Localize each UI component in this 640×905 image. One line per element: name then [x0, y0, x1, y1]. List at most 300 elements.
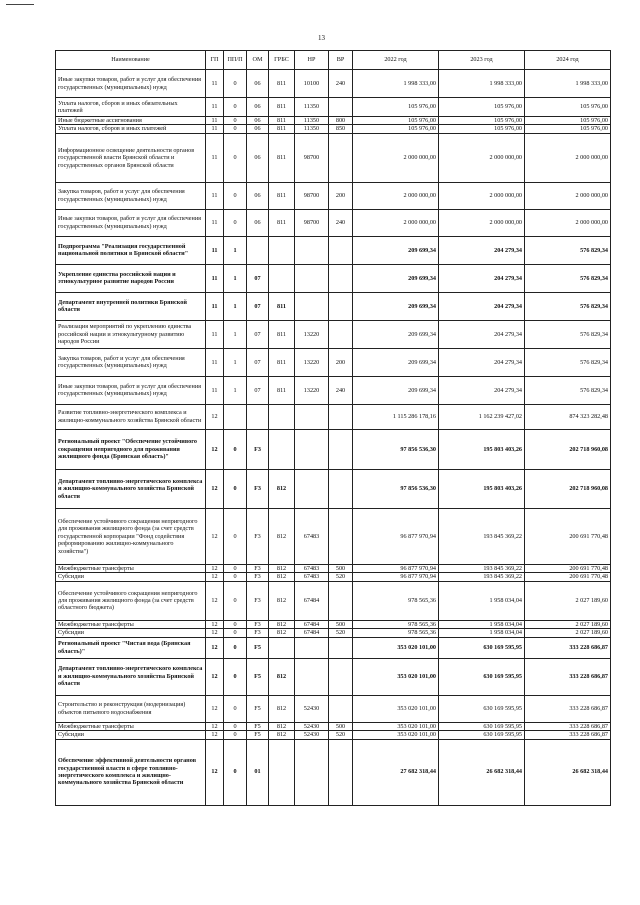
cell-y2023: 105 976,00	[439, 98, 525, 117]
cell-nr	[295, 469, 329, 508]
cell-pp: 0	[224, 658, 247, 695]
cell-name: Региональный проект "Обеспечение устойчивого сокращения непригодного для проживания жилищного фонда (Брянская область)"	[56, 429, 206, 469]
cell-om: F3	[247, 564, 269, 572]
cell-y2023: 204 279,34	[439, 376, 525, 404]
cell-nr: 11350	[295, 117, 329, 125]
cell-name: Субсидии	[56, 629, 206, 637]
cell-y2024: 576 829,34	[525, 348, 611, 376]
table-row	[56, 695, 611, 722]
cell-y2024: 105 976,00	[525, 98, 611, 117]
cell-y2024: 333 228 686,87	[525, 731, 611, 739]
top-left-rule	[6, 4, 34, 5]
cell-om: 06	[247, 182, 269, 209]
cell-pp: 0	[224, 98, 247, 117]
cell-y2023: 2 000 000,00	[439, 209, 525, 236]
cell-grbs	[269, 739, 295, 805]
cell-gp: 12	[206, 739, 224, 805]
cell-grbs: 811	[269, 292, 295, 320]
cell-nr	[295, 739, 329, 805]
table-row	[56, 620, 611, 628]
cell-vr	[329, 637, 353, 658]
cell-y2022: 2 000 000,00	[353, 182, 439, 209]
cell-nr: 52430	[295, 722, 329, 730]
cell-om: 06	[247, 117, 269, 125]
cell-y2022: 105 976,00	[353, 98, 439, 117]
table-row	[56, 125, 611, 133]
cell-y2022: 105 976,00	[353, 117, 439, 125]
cell-vr: 200	[329, 348, 353, 376]
cell-gp: 11	[206, 117, 224, 125]
cell-pp: 1	[224, 376, 247, 404]
table-row	[56, 469, 611, 508]
cell-name: Закупка товаров, работ и услуг для обеспечения государственных (муниципальных) нужд	[56, 182, 206, 209]
cell-y2024: 105 976,00	[525, 125, 611, 133]
cell-vr: 240	[329, 70, 353, 98]
cell-vr: 240	[329, 209, 353, 236]
cell-y2022: 97 856 536,30	[353, 429, 439, 469]
cell-y2023: 204 279,34	[439, 320, 525, 348]
cell-name: Департамент топливно-энергетического комплекса и жилищно-коммунального хозяйства Брянской области	[56, 469, 206, 508]
cell-om: 07	[247, 348, 269, 376]
cell-nr: 98700	[295, 209, 329, 236]
cell-gp: 11	[206, 182, 224, 209]
cell-om: 06	[247, 209, 269, 236]
cell-om: F3	[247, 508, 269, 564]
header-cell: 2024 год	[525, 51, 611, 70]
cell-nr: 13220	[295, 376, 329, 404]
cell-y2023: 630 169 595,95	[439, 722, 525, 730]
cell-vr: 800	[329, 117, 353, 125]
cell-om	[247, 236, 269, 264]
cell-y2024: 2 027 189,60	[525, 620, 611, 628]
cell-y2022: 96 877 970,94	[353, 508, 439, 564]
cell-grbs: 811	[269, 209, 295, 236]
cell-name: Обеспечение устойчивого сокращения непригодного для проживания жилищного фонда (за счет средств областного бюджета)	[56, 581, 206, 620]
cell-y2022: 353 020 101,00	[353, 637, 439, 658]
cell-om: F3	[247, 620, 269, 628]
cell-y2022: 2 000 000,00	[353, 209, 439, 236]
cell-vr: 500	[329, 722, 353, 730]
cell-y2023: 630 169 595,95	[439, 695, 525, 722]
cell-om: F5	[247, 695, 269, 722]
cell-name: Департамент топливно-энергетического комплекса и жилищно-коммунального хозяйства Брянской области	[56, 658, 206, 695]
cell-y2023: 195 803 403,26	[439, 469, 525, 508]
cell-y2023: 630 169 595,95	[439, 637, 525, 658]
cell-om: F3	[247, 581, 269, 620]
header-row	[56, 51, 611, 70]
cell-pp: 0	[224, 620, 247, 628]
table-row	[56, 264, 611, 292]
table-row	[56, 292, 611, 320]
cell-nr: 67483	[295, 564, 329, 572]
cell-y2022: 978 565,36	[353, 581, 439, 620]
cell-y2024: 576 829,34	[525, 264, 611, 292]
cell-y2023: 1 162 239 427,02	[439, 404, 525, 429]
cell-grbs: 812	[269, 722, 295, 730]
cell-gp: 12	[206, 637, 224, 658]
cell-gp: 12	[206, 508, 224, 564]
table-row	[56, 581, 611, 620]
cell-nr: 10100	[295, 70, 329, 98]
table-row	[56, 731, 611, 739]
cell-grbs: 812	[269, 508, 295, 564]
cell-nr: 67483	[295, 573, 329, 581]
cell-nr: 98700	[295, 133, 329, 182]
cell-name: Строительство и реконструкция (модернизация) объектов питьевого водоснабжения	[56, 695, 206, 722]
cell-y2024: 576 829,34	[525, 292, 611, 320]
cell-y2024: 333 228 686,87	[525, 695, 611, 722]
cell-om: 06	[247, 133, 269, 182]
cell-y2023: 1 998 333,00	[439, 70, 525, 98]
table-body	[56, 70, 611, 806]
table-row	[56, 739, 611, 805]
cell-name: Иные закупки товаров, работ и услуг для обеспечения государственных (муниципальных) нужд	[56, 209, 206, 236]
cell-pp: 0	[224, 573, 247, 581]
cell-name: Межбюджетные трансферты	[56, 620, 206, 628]
cell-vr	[329, 429, 353, 469]
cell-gp: 12	[206, 429, 224, 469]
cell-gp: 11	[206, 348, 224, 376]
cell-grbs: 812	[269, 469, 295, 508]
table-row	[56, 629, 611, 637]
cell-y2023: 630 169 595,95	[439, 731, 525, 739]
cell-pp: 0	[224, 469, 247, 508]
cell-vr	[329, 236, 353, 264]
cell-y2023: 204 279,34	[439, 348, 525, 376]
cell-grbs: 811	[269, 182, 295, 209]
cell-nr	[295, 236, 329, 264]
cell-gp: 12	[206, 731, 224, 739]
cell-pp: 0	[224, 429, 247, 469]
cell-pp: 0	[224, 508, 247, 564]
table-row	[56, 404, 611, 429]
cell-grbs: 812	[269, 581, 295, 620]
cell-pp: 1	[224, 264, 247, 292]
cell-name: Развитие топливно-энергетического комплекса и жилищно-коммунального хозяйства Брянской области	[56, 404, 206, 429]
table-row	[56, 182, 611, 209]
cell-om: 07	[247, 376, 269, 404]
cell-gp: 12	[206, 620, 224, 628]
cell-vr	[329, 98, 353, 117]
cell-nr: 67484	[295, 581, 329, 620]
cell-nr	[295, 429, 329, 469]
cell-gp: 12	[206, 629, 224, 637]
cell-om: F5	[247, 637, 269, 658]
cell-y2023: 2 000 000,00	[439, 182, 525, 209]
cell-pp: 0	[224, 739, 247, 805]
cell-vr: 520	[329, 731, 353, 739]
cell-vr	[329, 469, 353, 508]
cell-y2022: 209 699,34	[353, 292, 439, 320]
cell-grbs: 812	[269, 658, 295, 695]
table-row	[56, 637, 611, 658]
cell-gp: 12	[206, 695, 224, 722]
page-number: 13	[318, 34, 325, 42]
cell-gp: 11	[206, 70, 224, 98]
cell-y2023: 193 845 369,22	[439, 564, 525, 572]
cell-y2022: 353 020 101,00	[353, 658, 439, 695]
cell-y2024: 105 976,00	[525, 117, 611, 125]
table-row	[56, 722, 611, 730]
cell-nr	[295, 404, 329, 429]
cell-y2023: 1 958 034,04	[439, 629, 525, 637]
cell-pp: 1	[224, 236, 247, 264]
cell-y2022: 1 115 286 178,16	[353, 404, 439, 429]
cell-gp: 12	[206, 469, 224, 508]
cell-vr: 500	[329, 620, 353, 628]
cell-y2022: 1 998 333,00	[353, 70, 439, 98]
table-row	[56, 320, 611, 348]
cell-y2022: 27 682 318,44	[353, 739, 439, 805]
cell-grbs: 811	[269, 70, 295, 98]
cell-om: 07	[247, 320, 269, 348]
cell-om: F3	[247, 573, 269, 581]
cell-y2023: 195 803 403,26	[439, 429, 525, 469]
cell-om: F5	[247, 722, 269, 730]
cell-om: F5	[247, 658, 269, 695]
cell-pp: 1	[224, 320, 247, 348]
cell-y2022: 209 699,34	[353, 236, 439, 264]
cell-y2024: 2 027 189,60	[525, 581, 611, 620]
cell-pp: 1	[224, 348, 247, 376]
cell-vr: 520	[329, 629, 353, 637]
cell-name: Обеспечение устойчивого сокращения непригодного для проживания жилищного фонда (за счет средств государственной корпорации "Фонд содействия реформированию жилищно-коммунального хозяйства")	[56, 508, 206, 564]
cell-gp: 11	[206, 292, 224, 320]
cell-name: Подпрограмма "Реализация государственной национальной политики в Брянской области"	[56, 236, 206, 264]
cell-nr: 13220	[295, 320, 329, 348]
cell-gp: 11	[206, 320, 224, 348]
cell-y2022: 209 699,34	[353, 320, 439, 348]
cell-gp: 12	[206, 581, 224, 620]
cell-nr	[295, 658, 329, 695]
cell-grbs	[269, 236, 295, 264]
cell-nr: 52430	[295, 695, 329, 722]
cell-grbs: 812	[269, 620, 295, 628]
cell-om: F3	[247, 469, 269, 508]
cell-om: F3	[247, 629, 269, 637]
cell-vr	[329, 292, 353, 320]
cell-vr	[329, 581, 353, 620]
cell-name: Иные закупки товаров, работ и услуг для обеспечения государственных (муниципальных) нужд	[56, 376, 206, 404]
cell-nr	[295, 264, 329, 292]
cell-y2022: 978 565,36	[353, 629, 439, 637]
cell-nr: 11350	[295, 98, 329, 117]
cell-nr: 98700	[295, 182, 329, 209]
cell-grbs: 811	[269, 376, 295, 404]
table-row	[56, 133, 611, 182]
cell-name: Уплата налогов, сборов и иных обязательных платежей	[56, 98, 206, 117]
cell-om: 06	[247, 125, 269, 133]
cell-pp: 0	[224, 637, 247, 658]
cell-name: Субсидии	[56, 573, 206, 581]
cell-y2023: 105 976,00	[439, 117, 525, 125]
table-row	[56, 573, 611, 581]
cell-pp: 0	[224, 125, 247, 133]
header-cell: ОМ	[247, 51, 269, 70]
table-row	[56, 98, 611, 117]
cell-vr: 850	[329, 125, 353, 133]
cell-name: Реализация мероприятий по укреплению единства российской нации и этнокультурному развитию народов России	[56, 320, 206, 348]
header-cell: 2022 год	[353, 51, 439, 70]
cell-pp: 0	[224, 731, 247, 739]
cell-name: Информационное освещение деятельности органов государственной власти Брянской области и государственных органов Брянской области	[56, 133, 206, 182]
cell-nr: 13220	[295, 348, 329, 376]
cell-vr: 240	[329, 376, 353, 404]
cell-y2022: 353 020 101,00	[353, 695, 439, 722]
cell-grbs: 811	[269, 320, 295, 348]
cell-om	[247, 404, 269, 429]
cell-y2024: 333 228 686,87	[525, 722, 611, 730]
table-row	[56, 348, 611, 376]
cell-y2022: 97 856 536,30	[353, 469, 439, 508]
cell-grbs	[269, 429, 295, 469]
table-row	[56, 376, 611, 404]
cell-gp: 12	[206, 658, 224, 695]
cell-gp: 11	[206, 98, 224, 117]
cell-grbs: 812	[269, 731, 295, 739]
table-row	[56, 564, 611, 572]
cell-grbs: 811	[269, 117, 295, 125]
cell-vr: 500	[329, 564, 353, 572]
cell-y2023: 1 958 034,04	[439, 620, 525, 628]
cell-y2023: 26 682 318,44	[439, 739, 525, 805]
cell-name: Межбюджетные трансферты	[56, 564, 206, 572]
cell-grbs	[269, 637, 295, 658]
cell-y2024: 2 027 189,60	[525, 629, 611, 637]
cell-y2023: 1 958 034,04	[439, 581, 525, 620]
header-cell: 2023 год	[439, 51, 525, 70]
cell-grbs: 812	[269, 695, 295, 722]
header-cell: НР	[295, 51, 329, 70]
cell-gp: 11	[206, 236, 224, 264]
cell-y2024: 576 829,34	[525, 320, 611, 348]
cell-om: 06	[247, 98, 269, 117]
cell-om: F5	[247, 731, 269, 739]
cell-name: Обеспечение эффективной деятельности органов государственной власти в сфере топливно-энергетического комплекса и жилищно-коммунального хозяйства Брянской области	[56, 739, 206, 805]
cell-pp: 0	[224, 629, 247, 637]
cell-vr	[329, 133, 353, 182]
cell-nr	[295, 292, 329, 320]
cell-nr: 52430	[295, 731, 329, 739]
header-cell: ГП	[206, 51, 224, 70]
cell-pp: 0	[224, 117, 247, 125]
cell-gp: 11	[206, 376, 224, 404]
cell-y2023: 630 169 595,95	[439, 658, 525, 695]
cell-pp: 1	[224, 292, 247, 320]
cell-gp: 12	[206, 404, 224, 429]
cell-y2024: 200 691 770,48	[525, 573, 611, 581]
cell-y2022: 978 565,36	[353, 620, 439, 628]
cell-vr	[329, 508, 353, 564]
cell-vr	[329, 658, 353, 695]
cell-vr	[329, 320, 353, 348]
cell-name: Закупка товаров, работ и услуг для обеспечения государственных (муниципальных) нужд	[56, 348, 206, 376]
cell-y2022: 209 699,34	[353, 264, 439, 292]
cell-om: 01	[247, 739, 269, 805]
cell-nr: 67484	[295, 629, 329, 637]
cell-y2022: 209 699,34	[353, 376, 439, 404]
cell-nr: 67484	[295, 620, 329, 628]
cell-y2022: 353 020 101,00	[353, 722, 439, 730]
cell-pp: 0	[224, 695, 247, 722]
cell-y2024: 202 718 960,08	[525, 429, 611, 469]
cell-om: 06	[247, 70, 269, 98]
cell-nr	[295, 637, 329, 658]
cell-gp: 11	[206, 125, 224, 133]
cell-y2024: 333 228 686,87	[525, 637, 611, 658]
cell-pp: 0	[224, 133, 247, 182]
cell-vr: 520	[329, 573, 353, 581]
cell-y2023: 204 279,34	[439, 264, 525, 292]
cell-y2024: 202 718 960,08	[525, 469, 611, 508]
cell-gp: 11	[206, 264, 224, 292]
table-row	[56, 658, 611, 695]
cell-y2024: 200 691 770,48	[525, 564, 611, 572]
cell-vr	[329, 404, 353, 429]
cell-y2024: 2 000 000,00	[525, 209, 611, 236]
cell-vr	[329, 264, 353, 292]
table-row	[56, 236, 611, 264]
cell-y2023: 105 976,00	[439, 125, 525, 133]
cell-grbs	[269, 264, 295, 292]
cell-y2022: 353 020 101,00	[353, 731, 439, 739]
cell-name: Субсидии	[56, 731, 206, 739]
cell-name: Департамент внутренней политики Брянской области	[56, 292, 206, 320]
cell-y2022: 105 976,00	[353, 125, 439, 133]
cell-y2024: 333 228 686,87	[525, 658, 611, 695]
cell-pp: 0	[224, 581, 247, 620]
table-row	[56, 70, 611, 98]
cell-vr	[329, 695, 353, 722]
cell-y2024: 200 691 770,48	[525, 508, 611, 564]
cell-om: 07	[247, 264, 269, 292]
cell-nr: 11350	[295, 125, 329, 133]
cell-y2023: 204 279,34	[439, 236, 525, 264]
table-row	[56, 117, 611, 125]
table-row	[56, 429, 611, 469]
cell-om: F3	[247, 429, 269, 469]
cell-grbs: 812	[269, 573, 295, 581]
header-cell: ПП/П	[224, 51, 247, 70]
header-cell: ГРБС	[269, 51, 295, 70]
cell-gp: 12	[206, 722, 224, 730]
cell-y2024: 576 829,34	[525, 236, 611, 264]
cell-gp: 12	[206, 573, 224, 581]
budget-table	[55, 50, 611, 806]
cell-y2023: 193 845 369,22	[439, 508, 525, 564]
cell-y2023: 204 279,34	[439, 292, 525, 320]
cell-y2022: 2 000 000,00	[353, 133, 439, 182]
cell-grbs: 811	[269, 125, 295, 133]
cell-pp: 0	[224, 182, 247, 209]
cell-grbs: 811	[269, 348, 295, 376]
cell-name: Межбюджетные трансферты	[56, 722, 206, 730]
cell-vr	[329, 739, 353, 805]
cell-grbs: 812	[269, 564, 295, 572]
cell-name: Региональный проект "Чистая вода (Брянская область)"	[56, 637, 206, 658]
cell-y2022: 209 699,34	[353, 348, 439, 376]
cell-y2024: 1 998 333,00	[525, 70, 611, 98]
cell-name: Иные закупки товаров, работ и услуг для обеспечения государственных (муниципальных) нужд	[56, 70, 206, 98]
cell-name: Иные бюджетные ассигнования	[56, 117, 206, 125]
cell-y2023: 2 000 000,00	[439, 133, 525, 182]
cell-nr: 67483	[295, 508, 329, 564]
cell-grbs	[269, 404, 295, 429]
cell-name: Укрепление единства российской нации и этнокультурное развитие народов России	[56, 264, 206, 292]
cell-y2024: 576 829,34	[525, 376, 611, 404]
table-row	[56, 508, 611, 564]
cell-y2023: 193 845 369,22	[439, 573, 525, 581]
